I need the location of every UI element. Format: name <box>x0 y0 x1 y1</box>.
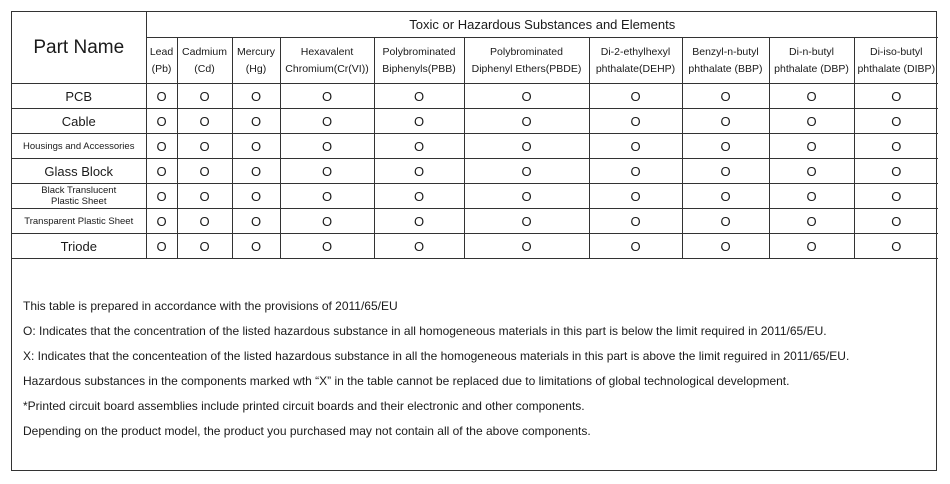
substance-mark: O <box>854 84 938 109</box>
substance-mark: O <box>464 159 589 184</box>
column-header-dehp: Di-2-ethylhexyl phthalate(DEHP) <box>589 38 682 84</box>
table-row <box>12 84 938 109</box>
column-header-dbp: Di-n-butyl phthalate (DBP) <box>769 38 854 84</box>
note-x-replacement: Hazardous substances in the components marked wth “X” in the table cannot be replaced due to limitations of global technological development. <box>23 374 790 388</box>
column-header-dibp: Di-iso-butyl phthalate (DIBP) <box>854 38 938 84</box>
column-header-mercury: Mercury (Hg) <box>232 38 280 84</box>
substance-mark: O <box>374 184 464 209</box>
substance-mark: O <box>232 134 280 159</box>
hazardous-substances-table <box>12 12 938 259</box>
substance-mark: O <box>854 184 938 209</box>
substance-mark: O <box>280 109 374 134</box>
substance-mark: O <box>177 159 232 184</box>
column-header-cadmium: Cadmium (Cd) <box>177 38 232 84</box>
substance-mark: O <box>589 159 682 184</box>
substance-mark: O <box>769 109 854 134</box>
column-header-hexavalent-chromium: Hexavalent Chromium(Cr(VI)) <box>280 38 374 84</box>
table-row <box>12 234 938 259</box>
substance-mark: O <box>177 209 232 234</box>
substance-mark: O <box>374 134 464 159</box>
substance-mark: O <box>232 84 280 109</box>
substance-mark: O <box>464 84 589 109</box>
substance-mark: O <box>232 234 280 259</box>
substance-mark: O <box>146 234 177 259</box>
substance-mark: O <box>280 234 374 259</box>
part-name-cell: Cable <box>12 109 146 134</box>
substance-mark: O <box>769 234 854 259</box>
substance-mark: O <box>374 159 464 184</box>
substance-mark: O <box>177 134 232 159</box>
column-header-lead: Lead (Pb) <box>146 38 177 84</box>
substance-mark: O <box>280 134 374 159</box>
substance-mark: O <box>177 109 232 134</box>
substance-mark: O <box>232 159 280 184</box>
substance-mark: O <box>374 84 464 109</box>
substance-mark: O <box>146 209 177 234</box>
part-name-cell: Glass Block <box>12 159 146 184</box>
table-row <box>12 184 938 209</box>
table-header-row <box>12 12 938 38</box>
substance-mark: O <box>374 109 464 134</box>
substance-mark: O <box>146 159 177 184</box>
substance-mark: O <box>589 134 682 159</box>
column-header-bbp: Benzyl-n-butyl phthalate (BBP) <box>682 38 769 84</box>
note-directive-reference: This table is prepared in accordance with the provisions of 2011/65/EU <box>23 299 398 313</box>
part-name-header: Part Name <box>12 12 146 84</box>
substance-mark: O <box>280 159 374 184</box>
substance-mark: O <box>769 84 854 109</box>
table-row <box>12 109 938 134</box>
table-row <box>12 134 938 159</box>
substance-mark: O <box>854 134 938 159</box>
substance-mark: O <box>769 159 854 184</box>
substance-mark: O <box>682 109 769 134</box>
substance-mark: O <box>464 184 589 209</box>
substance-mark: O <box>589 234 682 259</box>
substance-mark: O <box>589 184 682 209</box>
part-name-cell: PCB <box>12 84 146 109</box>
substance-mark: O <box>146 109 177 134</box>
part-name-cell: Housings and Accessories <box>12 134 146 159</box>
substance-mark: O <box>374 234 464 259</box>
substance-mark: O <box>589 209 682 234</box>
substances-group-header: Toxic or Hazardous Substances and Elements <box>146 12 938 38</box>
substance-mark: O <box>682 209 769 234</box>
table-row <box>12 209 938 234</box>
note-o-definition: O: Indicates that the concentration of the listed hazardous substance in all homogeneous materials in this part is below the limit required in 2011/65/EU. <box>23 324 827 338</box>
substance-mark: O <box>854 109 938 134</box>
substance-mark: O <box>464 209 589 234</box>
substance-mark: O <box>177 184 232 209</box>
substance-mark: O <box>682 234 769 259</box>
note-product-model: Depending on the product model, the product you purchased may not contain all of the above components. <box>23 424 591 438</box>
substance-mark: O <box>682 159 769 184</box>
substance-mark: O <box>280 209 374 234</box>
substance-mark: O <box>177 84 232 109</box>
substance-mark: O <box>464 134 589 159</box>
note-x-definition: X: Indicates that the concenteation of the listed hazardous substance in all the homogeneous materials in this part is above the limit reguired in 2011/65/EU. <box>23 349 850 363</box>
substance-mark: O <box>232 184 280 209</box>
column-header-pbde: Polybrominated Diphenyl Ethers(PBDE) <box>464 38 589 84</box>
substance-mark: O <box>232 209 280 234</box>
substance-mark: O <box>280 184 374 209</box>
substance-mark: O <box>769 209 854 234</box>
substance-mark: O <box>146 134 177 159</box>
part-name-cell: Black Translucent Plastic Sheet <box>12 184 146 209</box>
substance-mark: O <box>232 109 280 134</box>
substance-mark: O <box>177 234 232 259</box>
part-name-cell: Triode <box>12 234 146 259</box>
notes-section <box>23 294 933 444</box>
substance-mark: O <box>769 184 854 209</box>
substance-mark: O <box>146 84 177 109</box>
rohs-declaration-sheet <box>11 11 937 471</box>
column-header-pbb: Polybrominated Biphenyls(PBB) <box>374 38 464 84</box>
table-row <box>12 159 938 184</box>
substance-mark: O <box>589 109 682 134</box>
substance-mark: O <box>682 84 769 109</box>
substance-mark: O <box>464 234 589 259</box>
substance-mark: O <box>280 84 374 109</box>
substance-mark: O <box>854 209 938 234</box>
substance-mark: O <box>146 184 177 209</box>
substance-mark: O <box>769 134 854 159</box>
substance-mark: O <box>854 234 938 259</box>
substance-mark: O <box>682 134 769 159</box>
substance-mark: O <box>589 84 682 109</box>
substance-mark: O <box>464 109 589 134</box>
part-name-cell: Transparent Plastic Sheet <box>12 209 146 234</box>
note-pcb-assemblies: *Printed circuit board assemblies include printed circuit boards and their electronic and other components. <box>23 399 585 413</box>
substance-mark: O <box>854 159 938 184</box>
substance-mark: O <box>374 209 464 234</box>
substance-mark: O <box>682 184 769 209</box>
substance-columns-row <box>12 38 938 84</box>
